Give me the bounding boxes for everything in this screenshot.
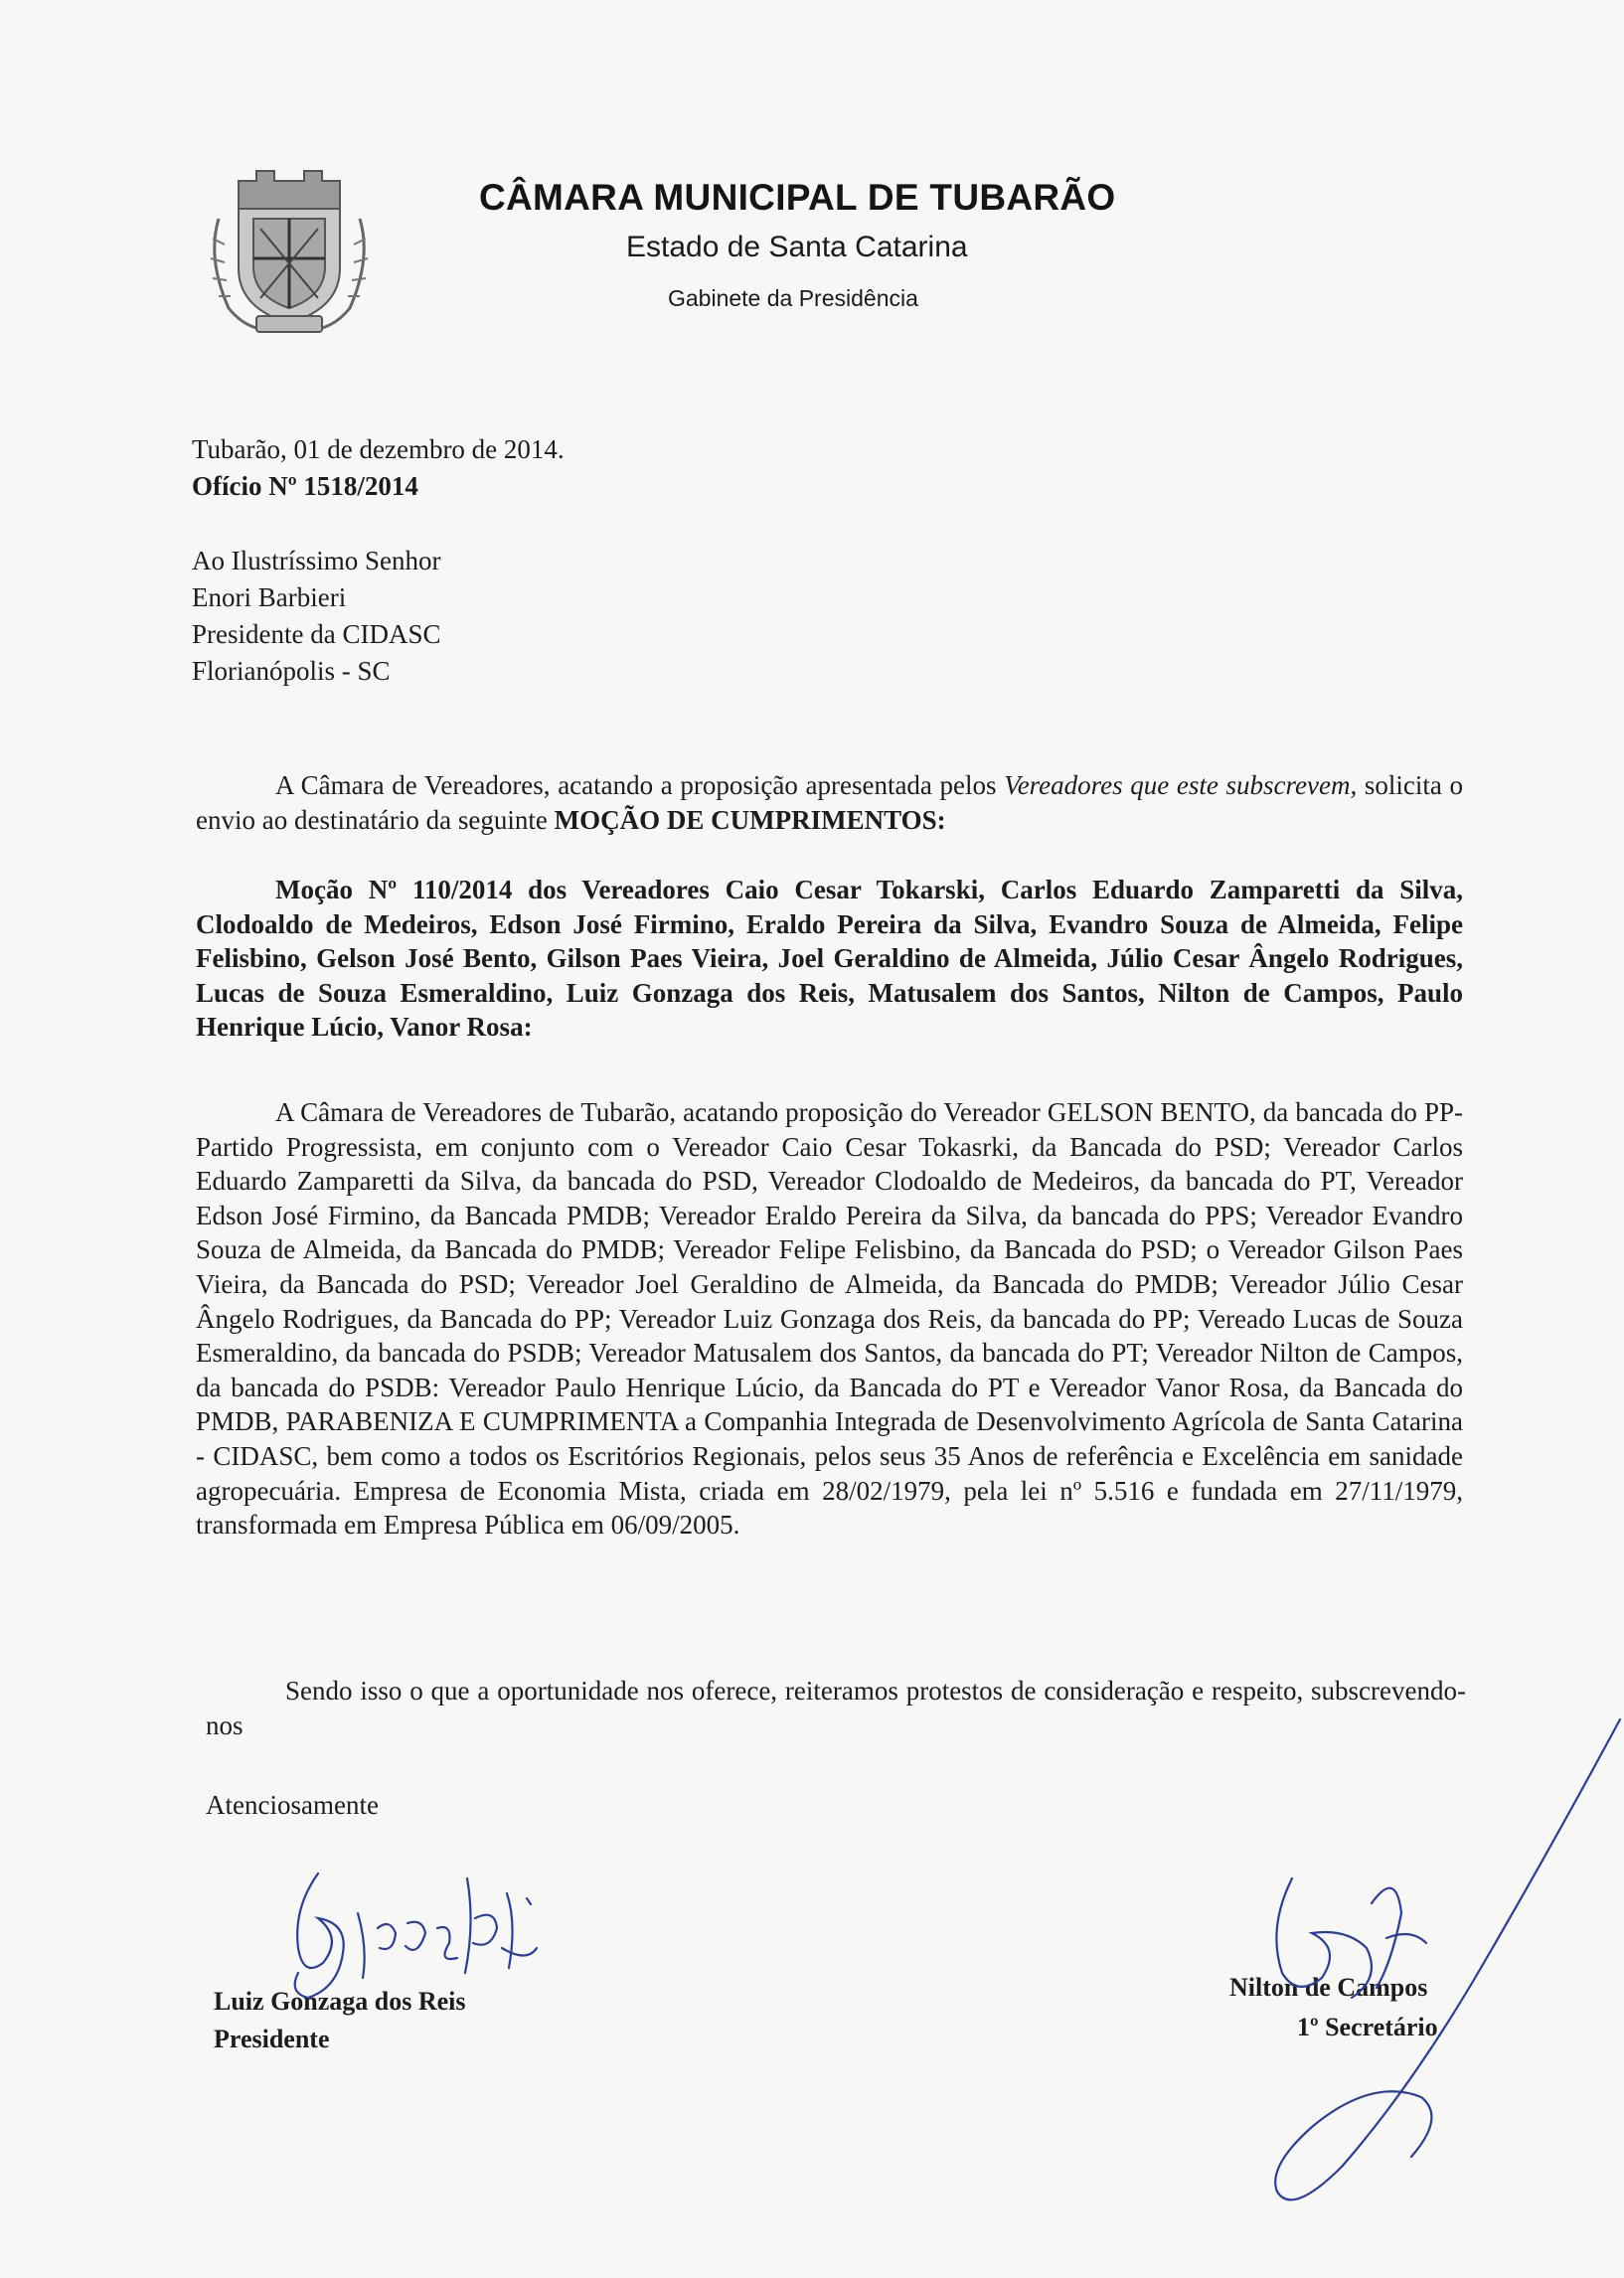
salutation: Atenciosamente <box>206 1790 379 1820</box>
municipal-coat-of-arms-icon <box>199 159 380 343</box>
intro-text: A Câmara de Vereadores, acatando a proposição apresentada pelos <box>275 770 1005 800</box>
intro-text-2: solicita o envio ao destinatário da seguinte <box>196 770 1463 835</box>
state-name: Estado de Santa Catarina <box>626 231 968 263</box>
reference-number: Ofício Nº 1518/2014 <box>192 471 418 501</box>
signatory-name: Nilton de Campos <box>1229 1973 1428 2002</box>
signatory-role: 1º Secretário <box>1297 2013 1438 2041</box>
intro-paragraph <box>196 768 1463 837</box>
office-name: Gabinete da Presidência <box>668 285 918 311</box>
intro-emphasis: Vereadores que este subscrevem, <box>1004 770 1358 800</box>
recipient-line: Enori Barbieri <box>192 582 347 612</box>
signatory-name: Luiz Gonzaga dos Reis <box>214 1987 466 2016</box>
place-date: Tubarão, 01 de dezembro de 2014. <box>192 434 565 464</box>
motion-heading <box>196 873 1463 1045</box>
motion-type: MOÇÃO DE CUMPRIMENTOS: <box>554 804 946 835</box>
institution-name: CÂMARA MUNICIPAL DE TUBARÃO <box>479 177 1116 218</box>
recipient-line: Presidente da CIDASC <box>192 619 441 649</box>
motion-body <box>196 1095 1463 1543</box>
motion-body-text: A Câmara de Vereadores de Tubarão, acatando proposição do Vereador GELSON BENTO, da bancada do PP- Partido Progressista, em conjunto com o Vereador Caio Cesar Tokasrki, da Bancada do PSD; Vereador Carlos Eduardo Zamparetti da Silva, da bancada do PSD, Vereador Clodoaldo de Medeiros, da bancada do PT, Vereador Edson José Firmino, da Bancada PMDB; Vereador Eraldo Pereira da Silva, da bancada do PPS; Vereador Evandro Souza de Almeida, da Bancada do PMDB; Vereador Felipe Felisbino, da Bancada do PSD; o Vereador Gilson Paes Vieira, da Bancada do PSD; Vereador Joel Geraldino de Almeida, da Bancada do PMDB; Vereador Júlio Cesar Ângelo Rodrigues, da Bancada do PP; Vereador Luiz Gonzaga dos Reis, da bancada do PP; Vereado Lucas de Souza Esmeraldino, da bancada do PSDB; Vereador Matusalem dos Santos, da bancada do PT; Vereador Nilton de Campos, da bancada do PSDB: Vereador Paulo Henrique Lúcio, da Bancada do PT e Vereador Vanor Rosa, da Bancada do PMDB, PARABENIZA E CUMPRIMENTA a Companhia Integrada de Desenvolvimento Agrícola de Santa Catarina - CIDASC, bem como a todos os Escritórios Regionais, pelos seus 35 Anos de referência e Excelência em sanidade agropecuária. Empresa de Economia Mista, criada em 28/02/1979, pela lei nº 5.516 e fundada em 27/11/1979, transformada em Empresa Pública em 06/09/2005. <box>196 1097 1463 1541</box>
closing-text: Sendo isso o que a oportunidade nos oferece, reiteramos protestos de consideração e respeito, subscrevendo-nos <box>206 1676 1466 1740</box>
signatory-role: Presidente <box>214 2025 330 2053</box>
president-signature-stroke <box>358 1913 425 1978</box>
motion-heading-text: Moção Nº 110/2014 dos Vereadores Caio Cesar Tokarski, Carlos Eduardo Zamparetti da Silva, Clodoaldo de Medeiros, Edson José Firmino, Eraldo Pereira da Silva, Evandro Souza de Almeida, Felipe Felisbino, Gelson José Bento, Gilson Paes Vieira, Joel Geraldino de Almeida, Júlio Cesar Ângelo Rodrigues, Lucas de Souza Esmeraldino, Luiz Gonzaga dos Reis, Matusalem dos Santos, Nilton de Campos, Paulo Henrique Lúcio, Vanor Rosa: <box>196 875 1463 1043</box>
recipient-line: Ao Ilustríssimo Senhor <box>192 546 441 575</box>
secretary-signature-stroke <box>1275 1719 1620 2199</box>
recipient-line: Florianópolis - SC <box>192 656 391 686</box>
closing-paragraph <box>206 1674 1466 1742</box>
president-signature-stroke <box>437 1878 537 1973</box>
president-signature-stroke <box>295 1873 344 1998</box>
